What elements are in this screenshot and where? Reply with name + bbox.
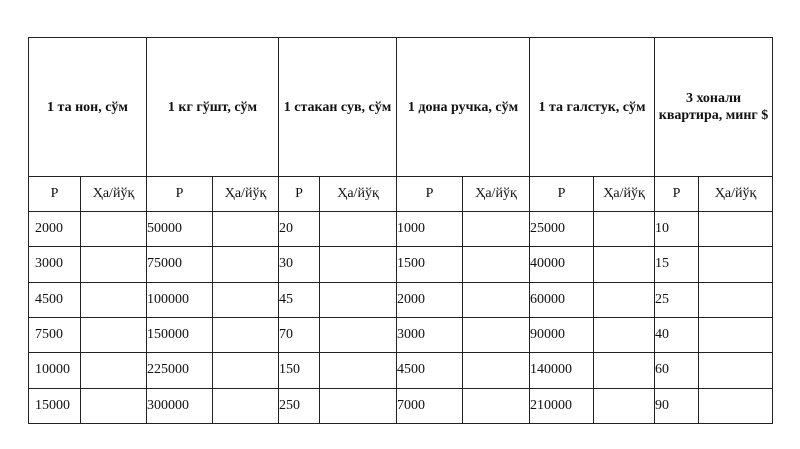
price-cell: 15000 bbox=[29, 388, 81, 423]
price-cell: 10000 bbox=[29, 353, 81, 388]
header-meat: 1 кг гўшт, сўм bbox=[147, 38, 279, 177]
yes-no-cell[interactable] bbox=[463, 247, 530, 282]
price-cell: 25000 bbox=[530, 212, 594, 247]
yes-no-cell[interactable] bbox=[213, 212, 279, 247]
yes-no-cell[interactable] bbox=[320, 353, 397, 388]
price-cell: 90 bbox=[655, 388, 699, 423]
price-cell: 60 bbox=[655, 353, 699, 388]
subheader-yes-no: Ҳа/йўқ bbox=[81, 177, 147, 212]
price-cell: 60000 bbox=[530, 282, 594, 317]
price-cell: 3000 bbox=[397, 317, 463, 352]
yes-no-cell[interactable] bbox=[81, 247, 147, 282]
yes-no-cell[interactable] bbox=[594, 353, 655, 388]
yes-no-cell[interactable] bbox=[213, 388, 279, 423]
price-cell: 90000 bbox=[530, 317, 594, 352]
yes-no-cell[interactable] bbox=[594, 247, 655, 282]
price-table bbox=[28, 37, 773, 424]
yes-no-cell[interactable] bbox=[320, 317, 397, 352]
yes-no-cell[interactable] bbox=[699, 282, 773, 317]
yes-no-cell[interactable] bbox=[213, 353, 279, 388]
price-cell: 15 bbox=[655, 247, 699, 282]
subheader-price: Р bbox=[279, 177, 320, 212]
yes-no-cell[interactable] bbox=[594, 212, 655, 247]
price-cell: 4500 bbox=[29, 282, 81, 317]
yes-no-cell[interactable] bbox=[463, 353, 530, 388]
price-cell: 1500 bbox=[397, 247, 463, 282]
yes-no-cell[interactable] bbox=[594, 282, 655, 317]
price-cell: 25 bbox=[655, 282, 699, 317]
price-cell: 2000 bbox=[397, 282, 463, 317]
yes-no-cell[interactable] bbox=[81, 388, 147, 423]
header-tie: 1 та галстук, сўм bbox=[530, 38, 655, 177]
price-cell: 250 bbox=[279, 388, 320, 423]
price-cell: 30 bbox=[279, 247, 320, 282]
yes-no-cell[interactable] bbox=[594, 388, 655, 423]
yes-no-cell[interactable] bbox=[213, 247, 279, 282]
yes-no-cell[interactable] bbox=[81, 212, 147, 247]
yes-no-cell[interactable] bbox=[213, 282, 279, 317]
price-cell: 210000 bbox=[530, 388, 594, 423]
yes-no-cell[interactable] bbox=[699, 388, 773, 423]
subheader-price: Р bbox=[530, 177, 594, 212]
subheader-price: Р bbox=[147, 177, 213, 212]
yes-no-cell[interactable] bbox=[81, 317, 147, 352]
subheader-yes-no: Ҳа/йўқ bbox=[463, 177, 530, 212]
price-cell: 4500 bbox=[397, 353, 463, 388]
price-cell: 150000 bbox=[147, 317, 213, 352]
price-cell: 70 bbox=[279, 317, 320, 352]
header-apartment: 3 хонали квартира, минг $ bbox=[655, 38, 773, 177]
price-cell: 1000 bbox=[397, 212, 463, 247]
price-cell: 225000 bbox=[147, 353, 213, 388]
table-row bbox=[29, 388, 773, 423]
yes-no-cell[interactable] bbox=[463, 282, 530, 317]
yes-no-cell[interactable] bbox=[594, 317, 655, 352]
yes-no-cell[interactable] bbox=[699, 353, 773, 388]
header-pen: 1 дона ручка, сўм bbox=[397, 38, 530, 177]
yes-no-cell[interactable] bbox=[320, 247, 397, 282]
price-cell: 40 bbox=[655, 317, 699, 352]
subheader-yes-no: Ҳа/йўқ bbox=[699, 177, 773, 212]
subheader-yes-no: Ҳа/йўқ bbox=[213, 177, 279, 212]
table-row bbox=[29, 353, 773, 388]
table-row bbox=[29, 282, 773, 317]
yes-no-cell[interactable] bbox=[213, 317, 279, 352]
price-cell: 75000 bbox=[147, 247, 213, 282]
price-cell: 50000 bbox=[147, 212, 213, 247]
subheader-row bbox=[29, 177, 773, 212]
yes-no-cell[interactable] bbox=[699, 317, 773, 352]
subheader-price: Р bbox=[397, 177, 463, 212]
yes-no-cell[interactable] bbox=[463, 212, 530, 247]
yes-no-cell[interactable] bbox=[81, 353, 147, 388]
price-cell: 7000 bbox=[397, 388, 463, 423]
price-cell: 3000 bbox=[29, 247, 81, 282]
header-water: 1 стакан сув, сўм bbox=[279, 38, 397, 177]
price-cell: 40000 bbox=[530, 247, 594, 282]
subheader-yes-no: Ҳа/йўқ bbox=[320, 177, 397, 212]
price-cell: 2000 bbox=[29, 212, 81, 247]
table-row bbox=[29, 247, 773, 282]
price-cell: 45 bbox=[279, 282, 320, 317]
header-row bbox=[29, 38, 773, 177]
yes-no-cell[interactable] bbox=[320, 282, 397, 317]
yes-no-cell[interactable] bbox=[699, 247, 773, 282]
yes-no-cell[interactable] bbox=[463, 317, 530, 352]
price-cell: 150 bbox=[279, 353, 320, 388]
subheader-price: Р bbox=[29, 177, 81, 212]
price-cell: 7500 bbox=[29, 317, 81, 352]
price-cell: 10 bbox=[655, 212, 699, 247]
yes-no-cell[interactable] bbox=[320, 388, 397, 423]
table-body bbox=[29, 212, 773, 424]
price-cell: 20 bbox=[279, 212, 320, 247]
table-row bbox=[29, 212, 773, 247]
yes-no-cell[interactable] bbox=[81, 282, 147, 317]
subheader-price: Р bbox=[655, 177, 699, 212]
yes-no-cell[interactable] bbox=[463, 388, 530, 423]
yes-no-cell[interactable] bbox=[320, 212, 397, 247]
price-cell: 140000 bbox=[530, 353, 594, 388]
table-row bbox=[29, 317, 773, 352]
yes-no-cell[interactable] bbox=[699, 212, 773, 247]
subheader-yes-no: Ҳа/йўқ bbox=[594, 177, 655, 212]
header-bread: 1 та нон, сўм bbox=[29, 38, 147, 177]
price-cell: 300000 bbox=[147, 388, 213, 423]
price-cell: 100000 bbox=[147, 282, 213, 317]
